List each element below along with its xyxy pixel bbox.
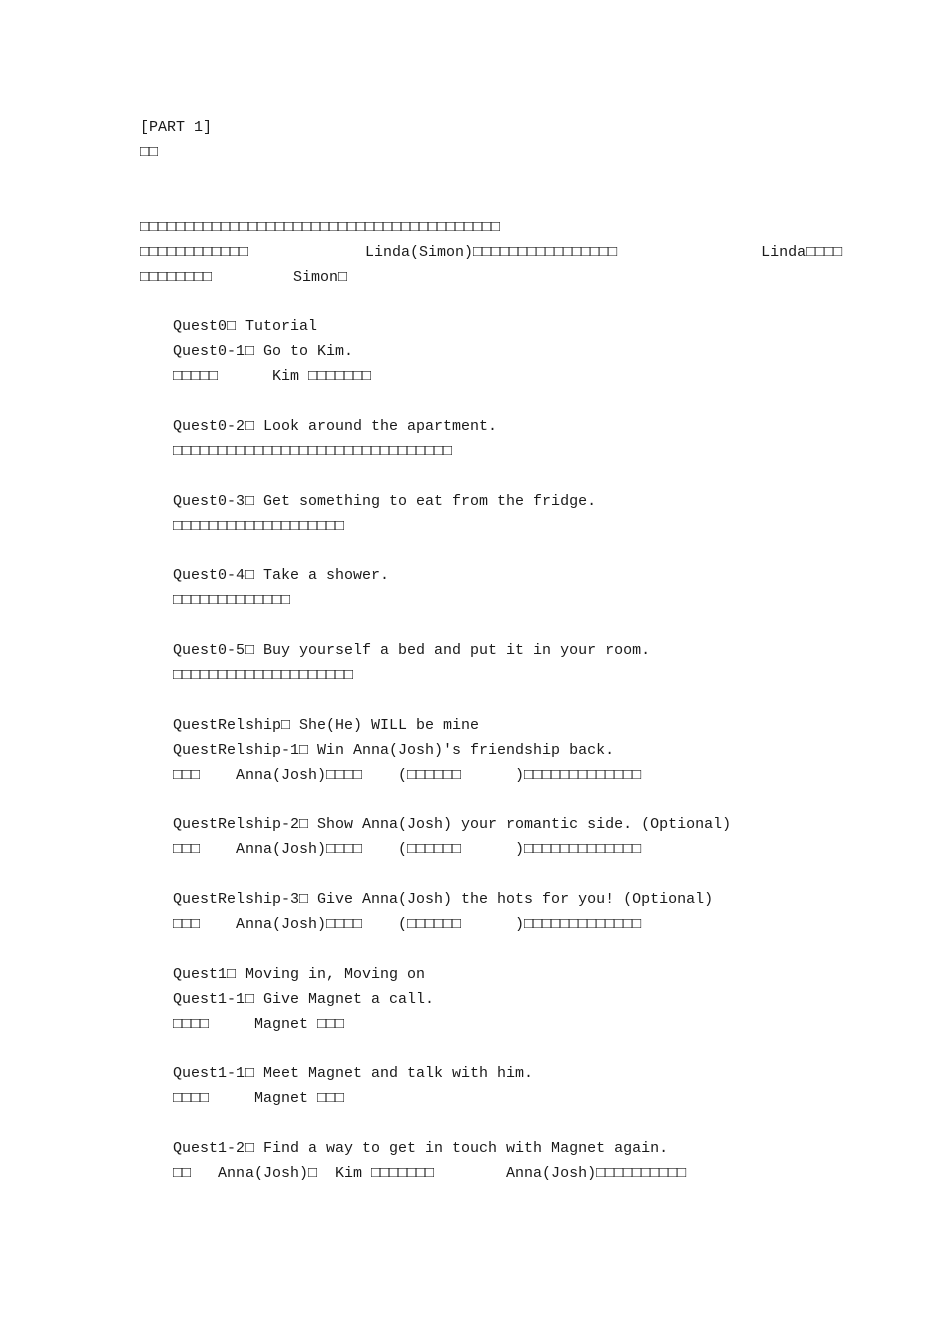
quest-description: □□□□ Magnet □□□ [173,1090,345,1107]
quest-description: □□□□□□□□□□□□□□□□□□□□□□□□□□□□□□□ [173,443,453,460]
intro-line-3: □□□□□□□□ Simon□ [140,269,348,286]
quest-description: □□□ Anna(Josh)□□□□ (□□□□□□ )□□□□□□□□□□□□□ [173,767,642,784]
quest-title: QuestRelship□ She(He) WILL be mine [173,717,480,734]
quest-step: QuestRelship-3□ Give Anna(Josh) the hots for you! (Optional) [173,891,714,908]
quest-description: □□□□□□□□□□□□□□□□□□□ [173,518,345,535]
intro-line-2: □□□□□□□□□□□□ Linda(Simon)□□□□□□□□□□□□□□□□ Linda□□□□ [140,244,843,261]
quest-description: □□□□□□□□□□□□□□□□□□□□ [173,667,354,684]
quest-title: Quest1□ Moving in, Moving on [173,966,426,983]
quest-description: □□□□□ Kim □□□□□□□ [173,368,372,385]
quest-step: Quest1-2□ Find a way to get in touch with Magnet again. [173,1140,669,1157]
quest-step: Quest0-5□ Buy yourself a bed and put it in your room. [173,642,651,659]
quest-description: □□□ Anna(Josh)□□□□ (□□□□□□ )□□□□□□□□□□□□□ [173,916,642,933]
quest-description: □□□ Anna(Josh)□□□□ (□□□□□□ )□□□□□□□□□□□□□ [173,841,642,858]
quest-step: Quest0-1□ Go to Kim. [173,343,354,360]
quest-step: Quest1-1□ Meet Magnet and talk with him. [173,1065,534,1082]
quest-step: Quest0-4□ Take a shower. [173,567,390,584]
quest-step: Quest0-3□ Get something to eat from the fridge. [173,493,597,510]
quest-step: Quest1-1□ Give Magnet a call. [173,991,435,1008]
part-heading: [PART 1] [140,119,213,136]
quest-description: □□□□ Magnet □□□ [173,1016,345,1033]
quest-step: QuestRelship-2□ Show Anna(Josh) your romantic side. (Optional) [173,816,732,833]
quest-step: QuestRelship-1□ Win Anna(Josh)'s friendship back. [173,742,615,759]
quest-description: □□ Anna(Josh)□ Kim □□□□□□□ Anna(Josh)□□□□□□□□□□ [173,1165,687,1182]
quest-title: Quest0□ Tutorial [173,318,318,335]
quest-step: Quest0-2□ Look around the apartment. [173,418,498,435]
quest-description: □□□□□□□□□□□□□ [173,592,291,609]
intro-line-1: □□□□□□□□□□□□□□□□□□□□□□□□□□□□□□□□□□□□□□□□ [140,219,501,236]
subheading: □□ [140,144,159,161]
